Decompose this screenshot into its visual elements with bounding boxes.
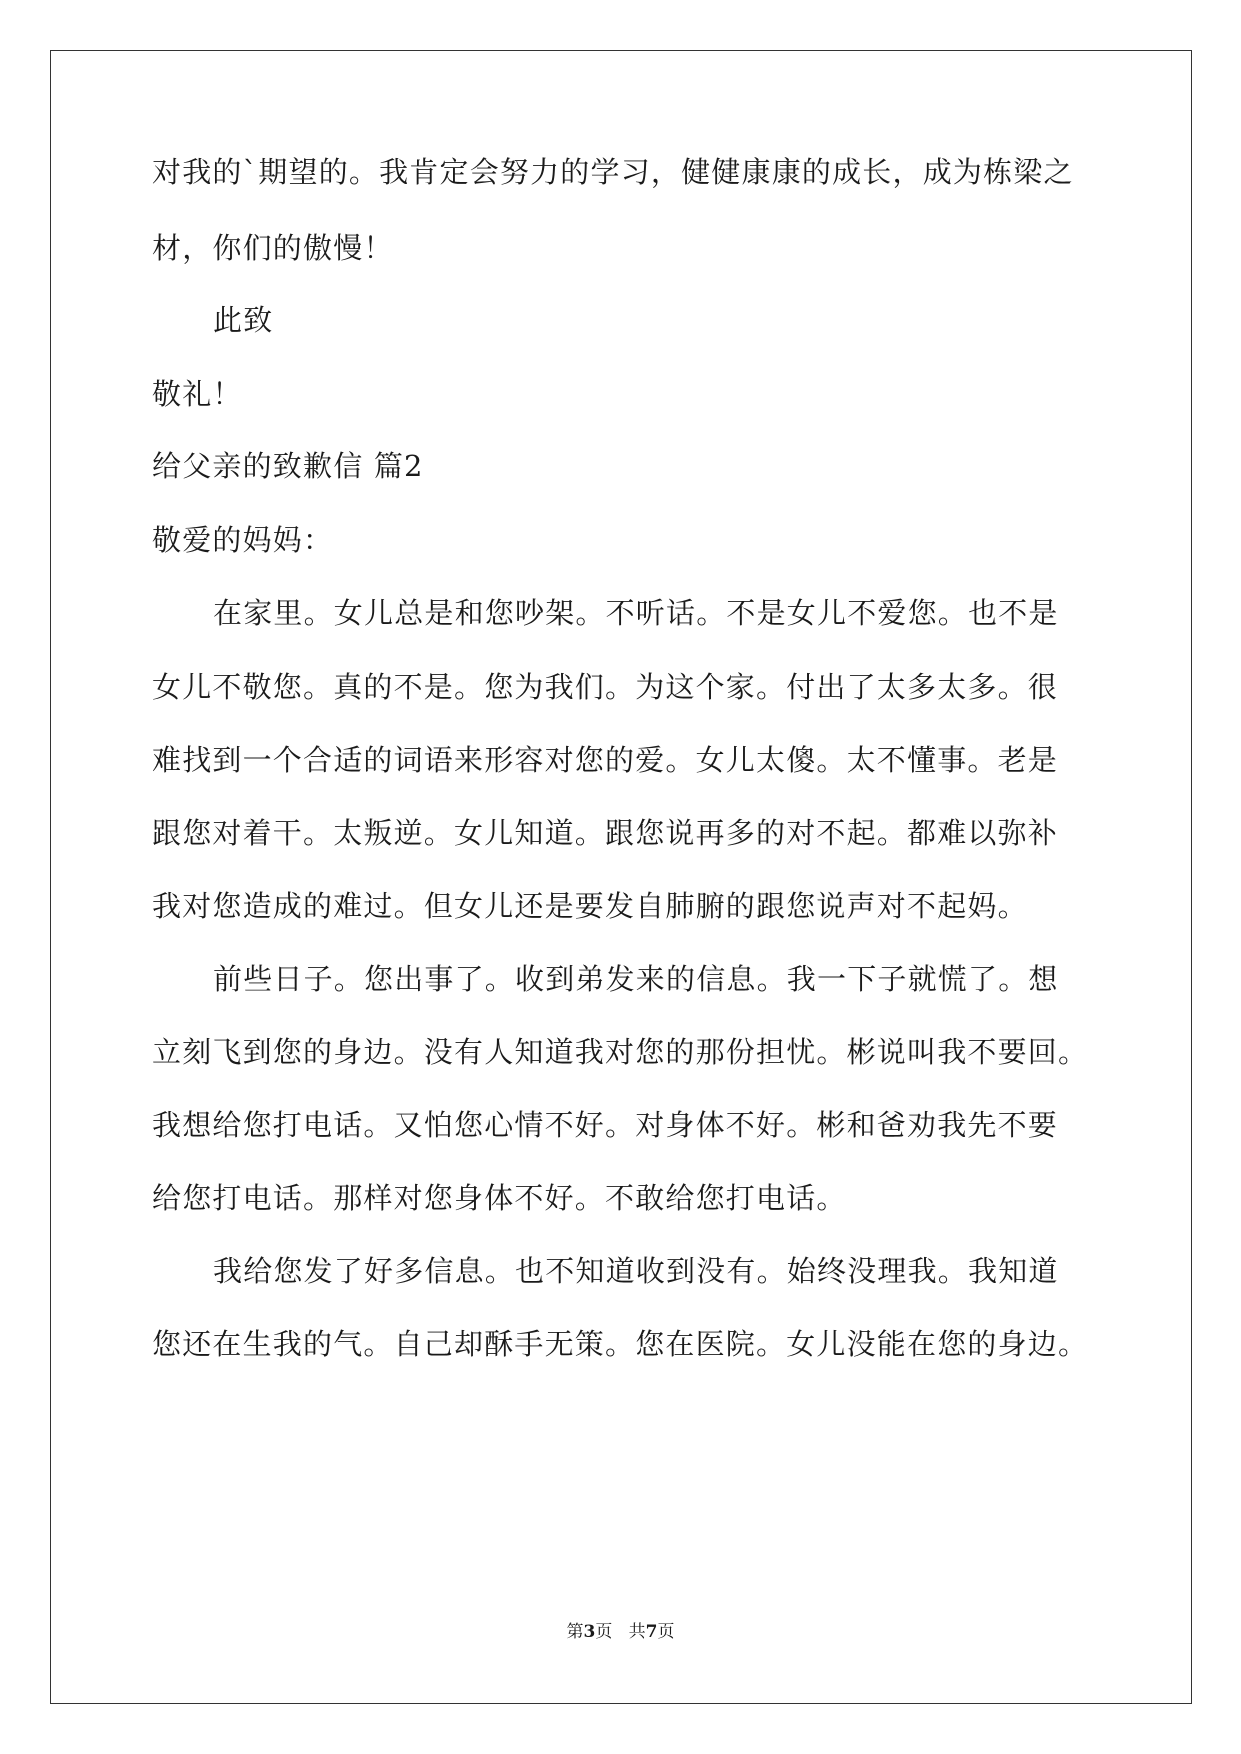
- page-number-footer: [0, 1620, 1241, 1644]
- letter-greeting: 敬爱的妈妈：: [152, 523, 334, 557]
- text-line: 难找到一个合适的词语来形容对您的爱。女儿太傻。太不懂事。老是: [152, 743, 1059, 777]
- text-line: 跟您对着干。太叛逆。女儿知道。跟您说再多的对不起。都难以弥补: [152, 816, 1059, 850]
- text-line: 我给您发了好多信息。也不知道收到没有。始终没理我。我知道: [213, 1254, 1059, 1288]
- footer-page-suffix: 页: [657, 1622, 675, 1642]
- text-line: 我想给您打电话。又怕您心情不好。对身体不好。彬和爸劝我先不要: [152, 1108, 1059, 1142]
- footer-page-prefix: 第: [566, 1622, 584, 1642]
- text-line: 您还在生我的气。自己却酥手无策。您在医院。女儿没能在您的身边。: [152, 1327, 1089, 1361]
- text-line: 立刻飞到您的身边。没有人知道我对您的那份担忧。彬说叫我不要回。: [152, 1035, 1089, 1069]
- text-line: 女儿不敬您。真的不是。您为我们。为这个家。付出了太多太多。很: [152, 670, 1059, 704]
- footer-current-page: 3: [583, 1622, 596, 1642]
- text-line: 我对您造成的难过。但女儿还是要发自肺腑的跟您说声对不起妈。: [152, 889, 1028, 923]
- text-line: 给您打电话。那样对您身体不好。不敢给您打电话。: [152, 1181, 847, 1215]
- page-border: [50, 50, 1192, 1704]
- section-heading: 给父亲的致歉信 篇2: [152, 449, 424, 483]
- text-line: 材，你们的傲慢！: [152, 231, 394, 265]
- text-line: 对我的`期望的。我肯定会努力的学习，健健康康的成长，成为栋梁之: [152, 155, 1074, 189]
- closing-phrase: 此致: [213, 303, 274, 337]
- footer-total-pages: 7: [645, 1622, 658, 1642]
- footer-page-mid: 页 共: [595, 1622, 646, 1642]
- salutation-closing: 敬礼！: [152, 377, 243, 411]
- text-line: 在家里。女儿总是和您吵架。不听话。不是女儿不爱您。也不是: [213, 596, 1059, 630]
- text-line: 前些日子。您出事了。收到弟发来的信息。我一下子就慌了。想: [213, 962, 1059, 996]
